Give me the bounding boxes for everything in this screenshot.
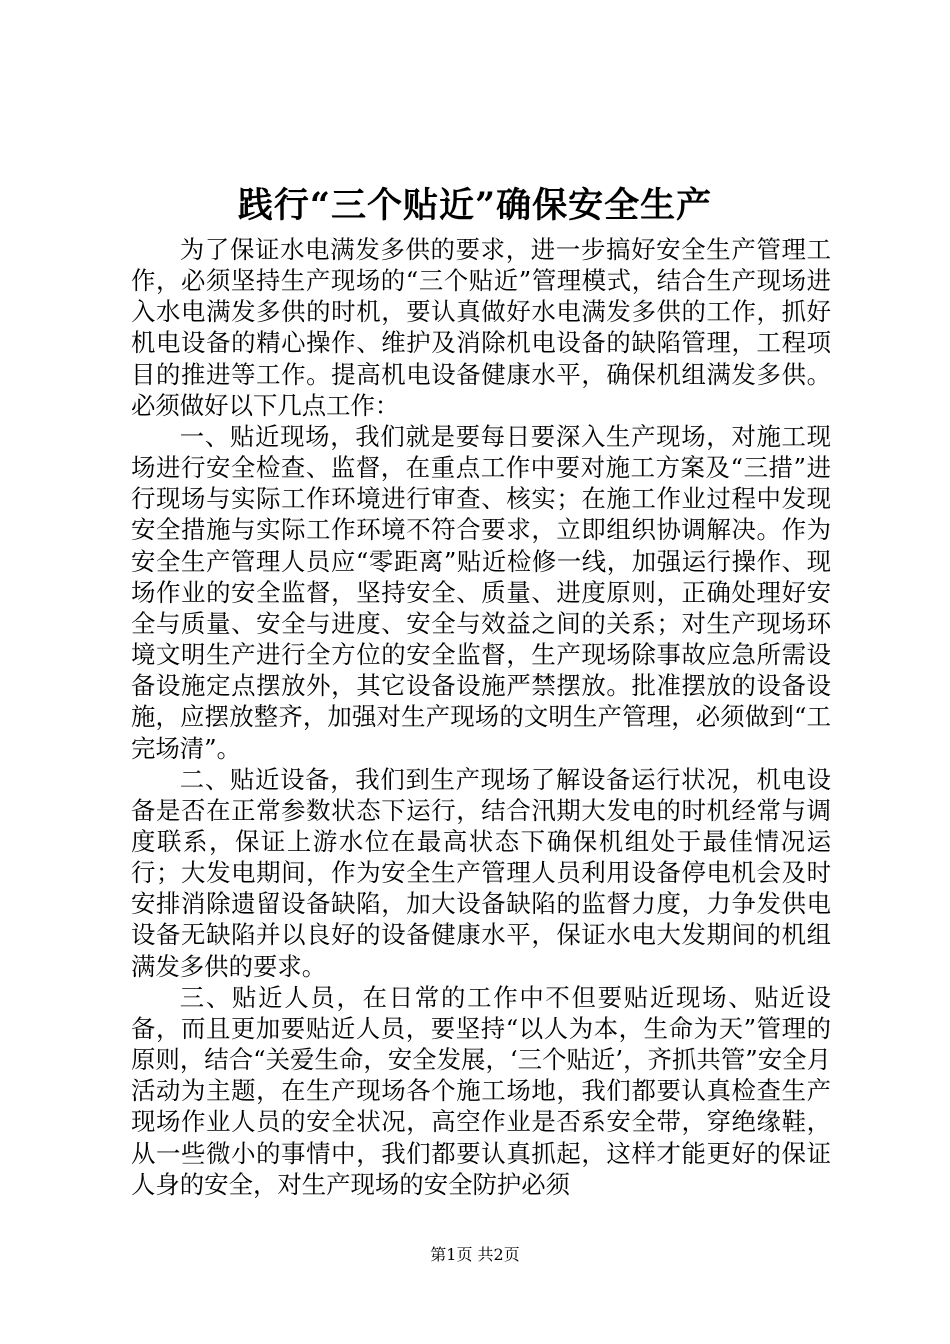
document-body <box>131 234 831 1200</box>
page-number-footer: 第1页 共2页 <box>430 1245 520 1264</box>
paragraph-section-3: 三、贴近人员，在日常的工作中不但要贴近现场、贴近设备，而且更加要贴近人员，要坚持“以人为本，生命为天”管理的原则，结合“关爱生命，安全发展，‘三个贴近’，齐抓共管”安全月活动为主题，在生产现场各个施工场地，我们都要认真检查生产现场作业人员的安全状况，高空作业是否系安全带，穿绝缘鞋，从一些微小的事情中，我们都要认真抓起，这样才能更好的保证人身的安全，对生产现场的安全防护必须 <box>131 982 831 1199</box>
paragraph-section-2: 二、贴近设备，我们到生产现场了解设备运行状况，机电设备是否在正常参数状态下运行，结合汛期大发电的时机经常与调度联系，保证上游水位在最高状态下确保机组处于最佳情况运行；大发电期间，作为安全生产管理人员利用设备停电机会及时安排消除遗留设备缺陷，加大设备缺陷的监督力度，力争发供电设备无缺陷并以良好的设备健康水平，保证水电大发期间的机组满发多供的要求。 <box>131 764 831 981</box>
document-title: 践行“三个贴近”确保安全生产 <box>237 185 713 226</box>
paragraph-section-1: 一、贴近现场，我们就是要每日要深入生产现场，对施工现场进行安全检查、监督，在重点工作中要对施工方案及“三措”进行现场与实际工作环境进行审查、核实；在施工作业过程中发现安全措施与实际工作环境不符合要求，立即组织协调解决。作为安全生产管理人员应“零距离”贴近检修一线，加强运行操作、现场作业的安全监督，坚持安全、质量、进度原则，正确处理好安全与质量、安全与进度、安全与效益之间的关系；对生产现场环境文明生产进行全方位的安全监督，生产现场除事故应急所需设备设施定点摆放外，其它设备设施严禁摆放。批准摆放的设备设施，应摆放整齐，加强对生产现场的文明生产管理，必须做到“工完场清”。 <box>131 421 831 763</box>
paragraph-intro: 为了保证水电满发多供的要求，进一步搞好安全生产管理工作，必须坚持生产现场的“三个贴近”管理模式，结合生产现场进入水电满发多供的时机，要认真做好水电满发多供的工作，抓好机电设备的精心操作、维护及消除机电设备的缺陷管理，工程项目的推进等工作。提高机电设备健康水平，确保机组满发多供。必须做好以下几点工作： <box>131 235 831 420</box>
